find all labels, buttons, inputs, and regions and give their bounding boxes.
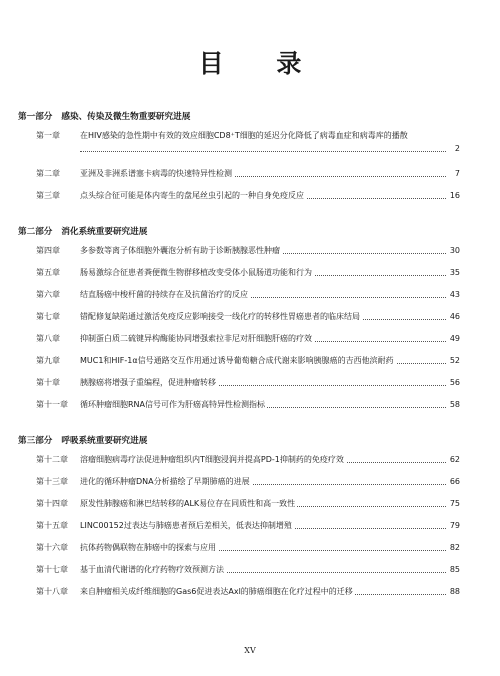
toc-entry[interactable] xyxy=(36,585,460,599)
chapter-title: 胰腺癌将增强子重编程，促进肿瘤转移 xyxy=(80,378,216,387)
page-number: 62 xyxy=(449,455,460,464)
dot-leader xyxy=(80,475,446,489)
dot-leader xyxy=(80,453,446,467)
page-number: 30 xyxy=(449,246,460,255)
toc-entry[interactable] xyxy=(36,244,460,258)
chapter-number: 第十六章 xyxy=(36,543,68,552)
chapter-title: 结直肠癌中梭杆菌的持续存在及抗菌治疗的反应 xyxy=(80,290,248,299)
dot-leader xyxy=(80,189,446,203)
dot-leader xyxy=(80,541,446,555)
page-number: 7 xyxy=(454,169,460,178)
part-number: 第一部分 xyxy=(18,112,53,122)
dot-leader xyxy=(80,585,446,599)
chapter-title: 亚洲及非洲系谱塞卡病毒的快速特异性检测 xyxy=(80,169,232,178)
chapter-number: 第七章 xyxy=(36,312,60,321)
chapter-number: 第四章 xyxy=(36,246,60,255)
page-number: 88 xyxy=(449,587,460,596)
dot-leader xyxy=(80,497,446,511)
page-number: 79 xyxy=(449,521,460,530)
toc-entry[interactable] xyxy=(36,563,460,577)
chapter-number: 第十五章 xyxy=(36,521,68,530)
page-number: 16 xyxy=(449,191,460,200)
dot-leader xyxy=(80,288,446,302)
chapter-number: 第二章 xyxy=(36,169,60,178)
dot-leader xyxy=(80,310,446,324)
toc-entry[interactable] xyxy=(36,189,460,203)
chapter-title: 原发性肺腺癌和淋巴结转移的ALK易位存在同质性和高一致性 xyxy=(80,499,296,508)
toc-entry[interactable] xyxy=(36,497,460,511)
dot-leader xyxy=(80,354,446,368)
dot-leader xyxy=(80,167,446,181)
chapter-number: 第十三章 xyxy=(36,477,68,486)
toc-entry[interactable] xyxy=(36,541,460,555)
dot-leader xyxy=(80,266,446,280)
part-name: 感染、传染及微生物重要研究进展 xyxy=(61,112,191,122)
chapter-title: 循环肿瘤细胞RNA信号可作为肝癌高特异性检测指标 xyxy=(80,400,266,409)
chapter-number: 第九章 xyxy=(36,356,60,365)
chapter-title: 来自肿瘤相关成纤维细胞的Gas6促进表达Axl的肺癌细胞在化疗过程中的迁移 xyxy=(80,587,353,596)
page-number: 82 xyxy=(449,543,460,552)
chapter-number: 第十八章 xyxy=(36,587,68,596)
chapter-title: 抗体药物偶联物在肺癌中的探索与应用 xyxy=(80,543,216,552)
chapter-number: 第十一章 xyxy=(36,400,68,409)
chapter-title: 在HIV感染的急性期中有效的效应细胞CD8⁺T细胞的延迟分化降低了病毒血症和病毒库的播散 xyxy=(80,131,408,140)
dot-leader xyxy=(80,398,446,412)
chapter-title: 错配修复缺陷通过激活免疫反应影响接受一线化疗的转移性胃癌患者的临床结局 xyxy=(80,312,360,321)
page-number: 2 xyxy=(454,144,460,153)
page-number: 35 xyxy=(449,268,460,277)
chapter-title: MUC1和HIF-1α信号通路交互作用通过诱导葡萄糖合成代谢来影响胰腺癌的吉西他滨耐药 xyxy=(80,356,394,365)
dot-leader xyxy=(80,563,446,577)
chapter-number: 第十二章 xyxy=(36,455,68,464)
chapter-title: 多参数等离子体细胞外囊泡分析有助于诊断胰腺恶性肿瘤 xyxy=(80,246,280,255)
dot-leader xyxy=(80,376,446,390)
chapter-number: 第一章 xyxy=(36,131,60,140)
page-number: 56 xyxy=(449,378,460,387)
dot-leader xyxy=(80,142,446,155)
chapter-title: 点头综合征可能是体内寄生的盘尾丝虫引起的一种自身免疫反应 xyxy=(80,191,304,200)
chapter-number: 第十章 xyxy=(36,378,60,387)
toc-entry[interactable] xyxy=(36,453,460,467)
chapter-title: 溶瘤细胞病毒疗法促进肿瘤组织内T细胞浸润并提高PD-1抑制药的免疫疗效 xyxy=(80,455,344,464)
part-name: 消化系统重要研究进展 xyxy=(61,227,148,237)
toc-entry[interactable] xyxy=(36,376,460,390)
toc-entry[interactable] xyxy=(36,167,460,181)
dot-leader xyxy=(80,519,446,533)
chapter-title: 肠易激综合征患者粪便微生物群移植改变受体小鼠肠道功能和行为 xyxy=(80,268,312,277)
page-number: 52 xyxy=(449,356,460,365)
toc-entry[interactable] xyxy=(36,129,460,155)
part-heading-1 xyxy=(18,110,190,122)
part-heading-3 xyxy=(18,434,147,446)
page-number: 43 xyxy=(449,290,460,299)
page-number: 66 xyxy=(449,477,460,486)
page-title: 目 录 xyxy=(198,49,324,78)
chapter-number: 第十四章 xyxy=(36,499,68,508)
toc-entry[interactable] xyxy=(36,475,460,489)
chapter-number: 第八章 xyxy=(36,334,60,343)
page-number: 46 xyxy=(449,312,460,321)
part-number: 第三部分 xyxy=(18,436,53,446)
toc-entry[interactable] xyxy=(36,354,460,368)
chapter-number: 第六章 xyxy=(36,290,60,299)
toc-entry[interactable] xyxy=(36,288,460,302)
page-number: 58 xyxy=(449,400,460,409)
toc-entry[interactable] xyxy=(36,310,460,324)
dot-leader xyxy=(80,332,446,346)
toc-entry[interactable] xyxy=(36,332,460,346)
chapter-title: LINC00152过表达与肺癌患者预后差相关，低表达抑制增殖 xyxy=(80,521,292,530)
page-number: 75 xyxy=(449,499,460,508)
toc-entry[interactable] xyxy=(36,398,460,412)
chapter-number: 第三章 xyxy=(36,191,60,200)
chapter-number: 第十七章 xyxy=(36,565,68,574)
chapter-title: 基于血清代谢谱的化疗药物疗效预测方法 xyxy=(80,565,224,574)
part-name: 呼吸系统重要研究进展 xyxy=(61,436,148,446)
toc-entry[interactable] xyxy=(36,266,460,280)
page-footer-number: XV xyxy=(244,646,256,655)
dot-leader xyxy=(80,244,446,258)
chapter-title: 抑制蛋白质二硫键异构酶能协同增强索拉非尼对肝细胞肝癌的疗效 xyxy=(80,334,312,343)
part-heading-2 xyxy=(18,225,147,237)
chapter-number: 第五章 xyxy=(36,268,60,277)
page-number: 49 xyxy=(449,334,460,343)
toc-entry[interactable] xyxy=(36,519,460,533)
chapter-title: 进化的循环肿瘤DNA分析描绘了早期肺癌的进展 xyxy=(80,477,250,486)
page-number: 85 xyxy=(449,565,460,574)
part-number: 第二部分 xyxy=(18,227,53,237)
